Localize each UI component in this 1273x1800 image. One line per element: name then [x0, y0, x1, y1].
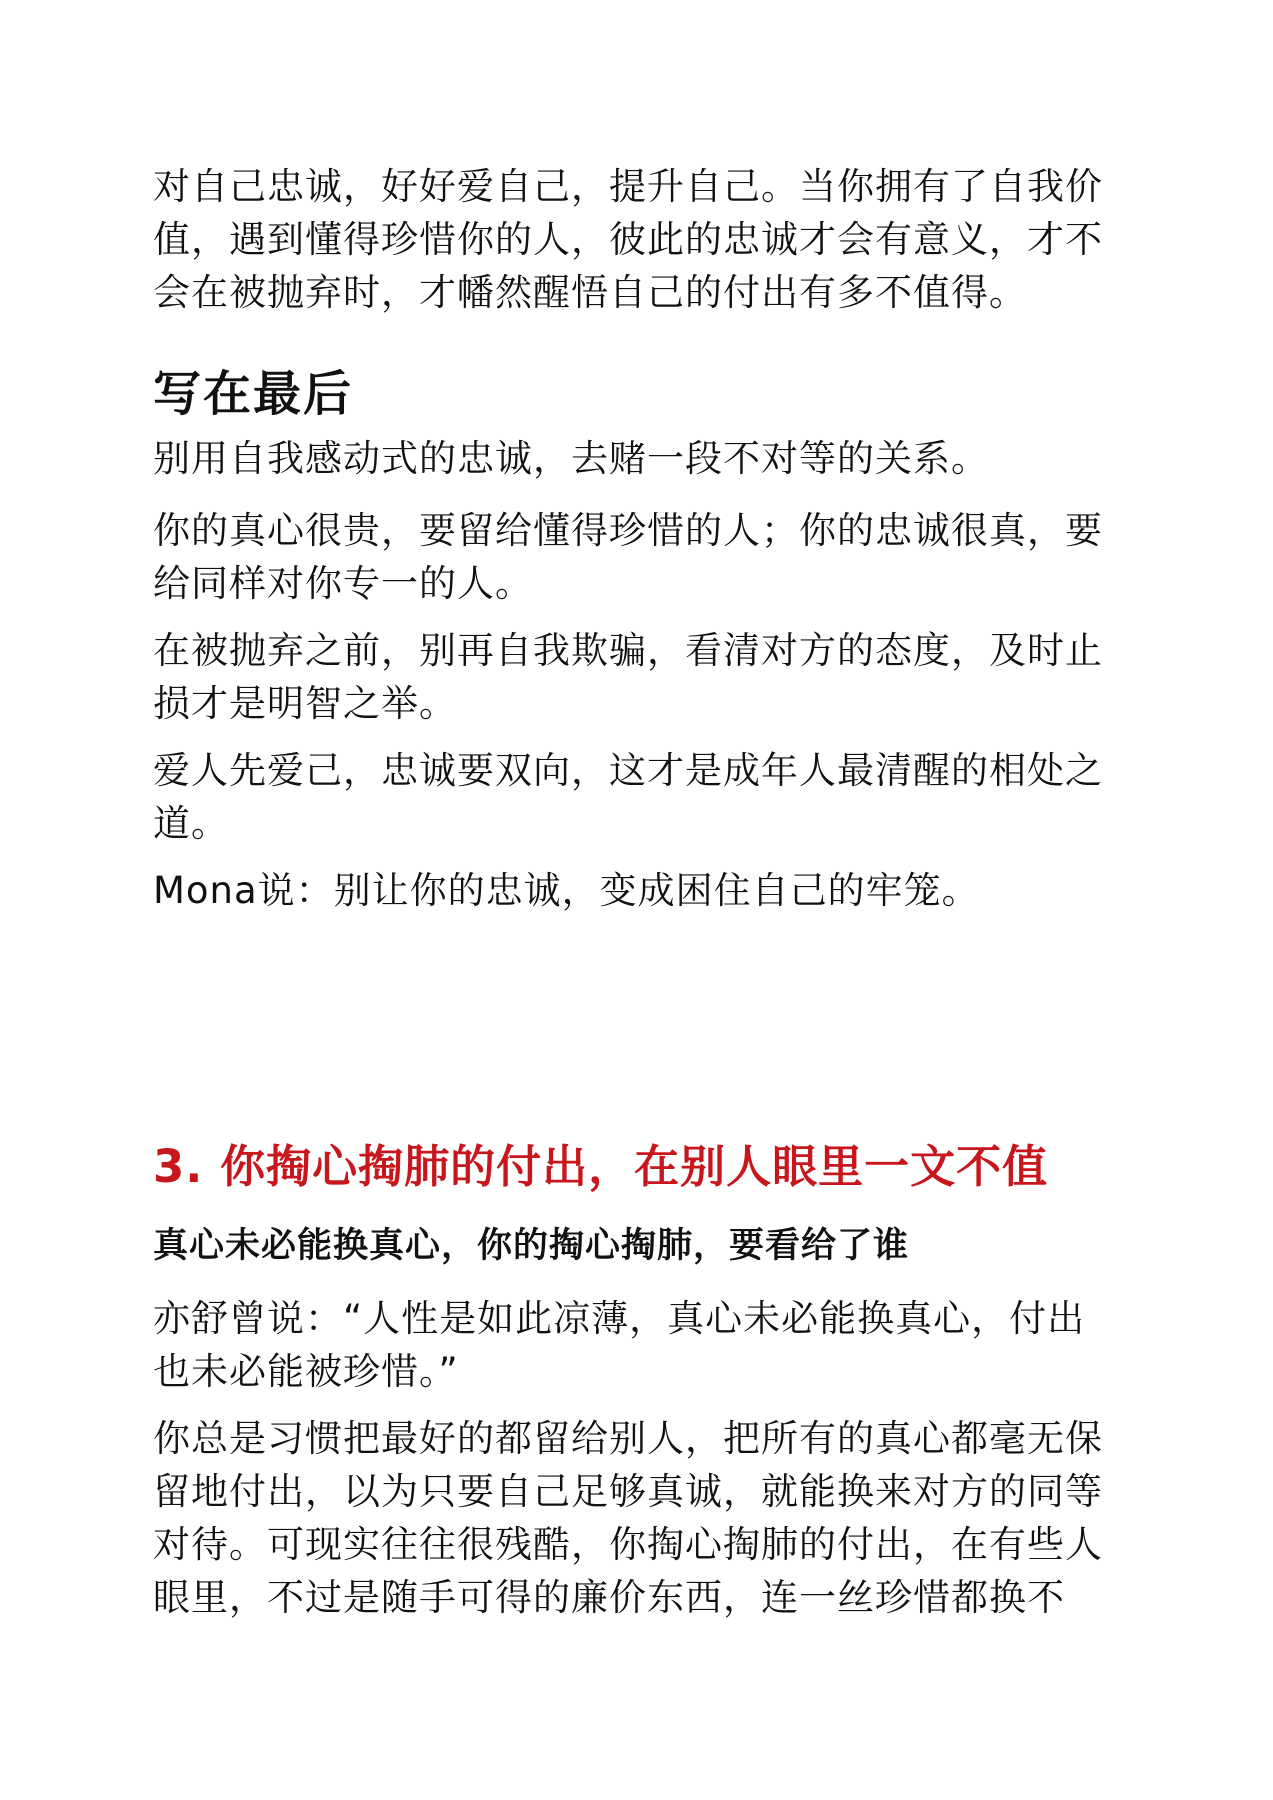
chapter-subheading: 真心未必能换真心，你的掏心掏肺，要看给了谁	[153, 1226, 910, 1266]
text-line: 别用自我感动式的忠诚，去赌一段不对等的关系。	[153, 437, 989, 480]
closing-paragraph-1	[153, 432, 1113, 485]
text-line: 也未必能被珍惜。”	[153, 1350, 459, 1393]
text-line: 会在被抛弃时，才幡然醒悟自己的付出有多不值得。	[153, 271, 1027, 314]
text-line: 你的真心很贵，要留给懂得珍惜的人；你的忠诚很真，要	[153, 509, 1103, 552]
text-line: Mona说：别让你的忠诚，变成困住自己的牢笼。	[153, 869, 980, 912]
text-line: 你总是习惯把最好的都留给别人，把所有的真心都毫无保	[153, 1417, 1103, 1460]
chapter-paragraph-1	[153, 1292, 1113, 1398]
intro-paragraph	[153, 160, 1113, 319]
text-line: 值，遇到懂得珍惜你的人，彼此的忠诚才会有意义，才不	[153, 218, 1103, 261]
text-line: 道。	[153, 802, 229, 845]
text-line: 给同样对你专一的人。	[153, 562, 533, 605]
section-heading: 写在最后	[153, 366, 354, 422]
closing-paragraph-3	[153, 624, 1113, 730]
text-line: 损才是明智之举。	[153, 682, 457, 725]
closing-paragraph-4	[153, 744, 1113, 850]
chapter-paragraph-2	[153, 1412, 1113, 1624]
text-line: 对待。可现实往往很残酷，你掏心掏肺的付出，在有些人	[153, 1523, 1103, 1566]
text-line: 在被抛弃之前，别再自我欺骗，看清对方的态度，及时止	[153, 629, 1103, 672]
text-line: 对自己忠诚，好好爱自己，提升自己。当你拥有了自我价	[153, 165, 1103, 208]
closing-quote	[153, 864, 1113, 917]
chapter-heading: 3. 你掏心掏肺的付出，在别人眼里一文不值	[153, 1140, 1049, 1193]
text-line: 眼里，不过是随手可得的廉价东西，连一丝珍惜都换不	[153, 1576, 1065, 1619]
closing-paragraph-2	[153, 504, 1113, 610]
text-line: 留地付出，以为只要自己足够真诚，就能换来对方的同等	[153, 1470, 1103, 1513]
text-line: 爱人先爱己，忠诚要双向，这才是成年人最清醒的相处之	[153, 749, 1103, 792]
text-line: 亦舒曾说：“人性是如此凉薄，真心未必能换真心，付出	[153, 1297, 1086, 1340]
